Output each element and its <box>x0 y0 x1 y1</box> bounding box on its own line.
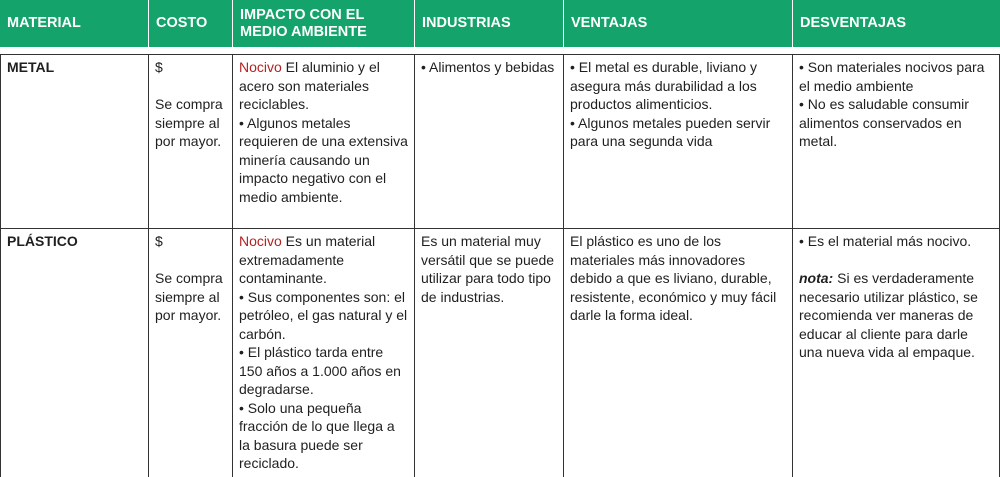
nota-text: Si es verdaderamente necesario utilizar plástico, se recomienda ver maneras de educar al cliente para darle una nueva vida al empaque. <box>799 270 978 360</box>
costo-symbol: $ <box>155 233 163 249</box>
row-metal-ventajas <box>563 58 792 151</box>
costo-symbol: $ <box>155 59 163 75</box>
nota-label: nota: <box>799 270 834 286</box>
industrias-text: Es un material muy versátil que se puede utilizar para todo tipo de industrias. <box>421 233 555 305</box>
impacto-bullet: • Solo una pequeña fracción de lo que llega a la basura puede ser reciclado. <box>239 399 395 471</box>
row-metal-industrias <box>414 58 563 77</box>
header-industrias: INDUSTRIAS <box>422 15 511 31</box>
row-metal-impacto <box>232 58 414 206</box>
ventajas-text: El plástico es uno de los materiales más innovadores debido a que es liviano, durable, resistente, económico y muy fácil darle la forma ideal. <box>570 233 777 323</box>
impacto-text: El aluminio y el acero son materiales reciclables. <box>239 59 380 112</box>
desventajas-bullet: • No es saludable consumir alimentos conservados en metal. <box>799 96 969 149</box>
desventajas-bullet: • Son materiales nocivos para el medio ambiente <box>799 59 985 94</box>
header-impacto-line2: MEDIO AMBIENTE <box>240 23 367 40</box>
costo-text: Se compra siempre al por mayor. <box>155 270 223 323</box>
column-divider <box>0 54 1 477</box>
ventajas-bullet: • Algunos metales pueden servir para una segunda vida <box>570 114 771 149</box>
impacto-bullet: • El plástico tarda entre 150 años a 1.000 años en degradarse. <box>239 344 401 397</box>
row-divider <box>0 228 1000 229</box>
row-plastico-desventajas <box>792 232 999 362</box>
costo-text: Se compra siempre al por mayor. <box>155 96 223 149</box>
row-metal-material: METAL <box>7 59 55 75</box>
header-impacto-line1: IMPACTO CON EL <box>240 6 365 23</box>
table-border-top <box>0 54 1000 55</box>
row-plastico-industrias <box>414 232 563 306</box>
nocivo-label: Nocivo <box>239 233 282 249</box>
row-plastico-impacto <box>232 232 414 473</box>
impacto-text: Es un material extremadamente contaminante. <box>239 233 376 286</box>
row-plastico-material: PLÁSTICO <box>7 233 78 249</box>
impacto-bullet: • Algunos metales requieren de una extensiva minería causando un impacto negativo con el medio ambiente. <box>239 114 408 205</box>
header-material: MATERIAL <box>7 15 81 31</box>
nocivo-label: Nocivo <box>239 59 282 75</box>
header-costo: COSTO <box>156 15 208 31</box>
header-desventajas: DESVENTAJAS <box>800 15 907 31</box>
table-header <box>0 0 1000 47</box>
row-metal-desventajas <box>792 58 999 151</box>
desventajas-bullet: • Es el material más nocivo. <box>799 233 972 249</box>
impacto-bullet: • Sus componentes son: el petróleo, el gas natural y el carbón. <box>239 288 408 342</box>
header-impacto <box>233 0 414 47</box>
row-plastico-costo <box>148 232 232 325</box>
row-metal-costo <box>148 58 232 151</box>
ventajas-bullet: • El metal es durable, liviano y asegura más durabilidad a los productos alimenticios. <box>570 59 757 112</box>
row-plastico-ventajas <box>563 232 792 325</box>
header-ventajas: VENTAJAS <box>571 15 648 31</box>
industrias-text: • Alimentos y bebidas <box>421 59 555 75</box>
